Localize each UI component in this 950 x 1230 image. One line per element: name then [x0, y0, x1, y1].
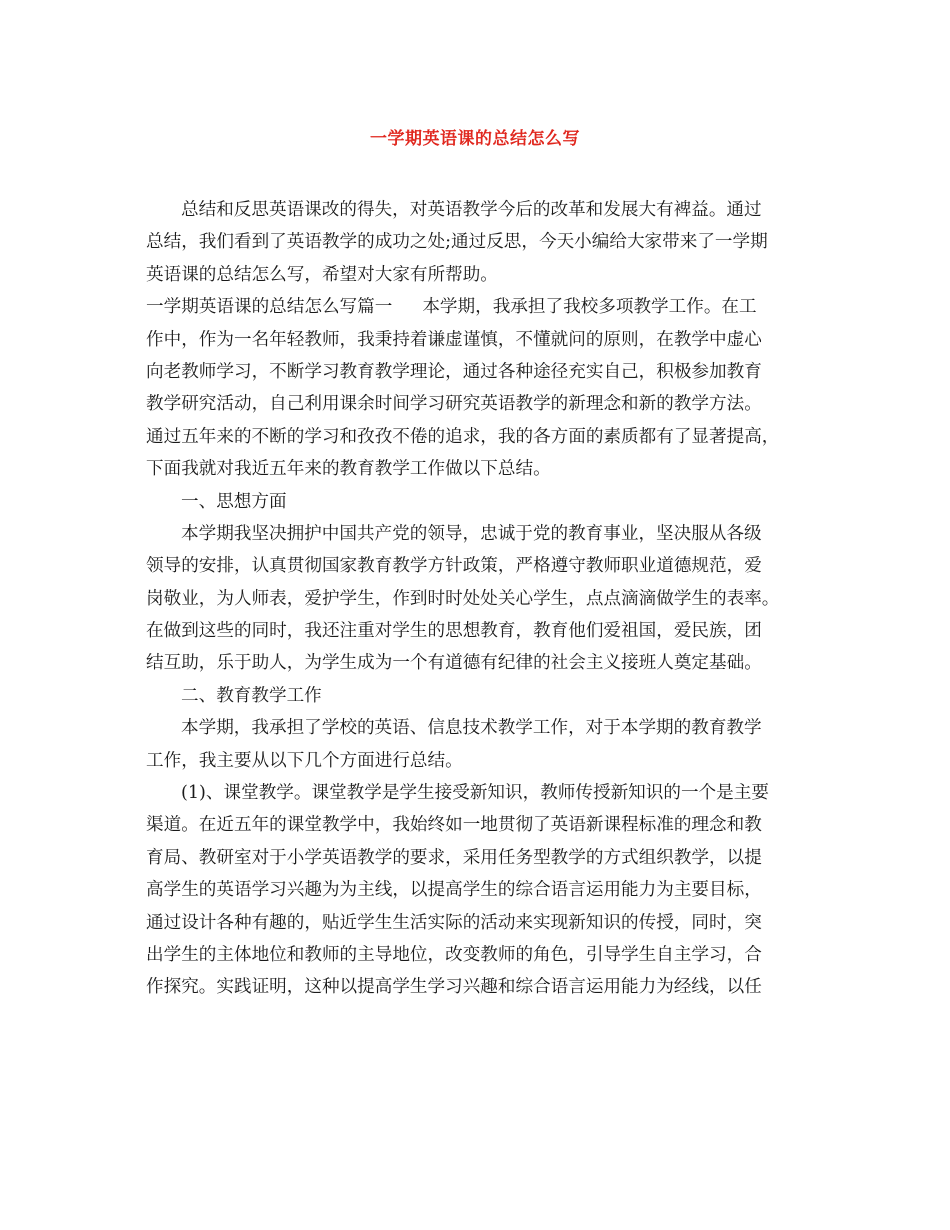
paragraph-line: (1)、课堂教学。课堂教学是学生接受新知识，教师传授新知识的一个是主要	[181, 783, 769, 804]
section-heading: 一学期英语课的总结怎么写篇一	[146, 297, 393, 318]
paragraph-line: 通过设计各种有趣的，贴近学生生活实际的活动来实现新知识的传授，同时，突	[146, 912, 762, 933]
subheading: 一、思想方面	[181, 491, 287, 512]
paragraph-line: 育局、教研室对于小学英语教学的要求，采用任务型教学的方式组织教学，以提	[146, 847, 762, 868]
paragraph-line: 本学期我坚决拥护中国共产党的领导，忠诚于党的教育事业，坚决服从各级	[181, 523, 762, 544]
paragraph-line: 岗敬业，为人师表，爱护学生，作到时时处处关心学生，点点滴滴做学生的表率。	[146, 588, 780, 609]
paragraph-line: 总结，我们看到了英语教学的成功之处;通过反思，今天小编给大家带来了一学期	[146, 232, 768, 253]
paragraph-line: 作探究。实践证明，这种以提高学生学习兴趣和综合语言运用能力为经线，以任	[146, 977, 762, 998]
document-body	[146, 194, 806, 1004]
document-title: 一学期英语课的总结怎么写	[370, 129, 580, 149]
paragraph-line: 向老教师学习，不断学习教育教学理论，通过各种途径充实自己，积极参加教育	[146, 361, 762, 382]
paragraph-line: 出学生的主体地位和教师的主导地位，改变教师的角色，引导学生自主学习，合	[146, 944, 762, 965]
paragraph-line: 通过五年来的不断的学习和孜孜不倦的追求，我的各方面的素质都有了显著提高，	[146, 426, 780, 447]
paragraph-line: 作中，作为一名年轻教师，我秉持着谦虚谨慎，不懂就问的原则，在教学中虚心	[146, 329, 762, 350]
paragraph-line: 高学生的英语学习兴趣为为主线，以提高学生的综合语言运用能力为主要目标，	[146, 880, 762, 901]
paragraph-line: 领导的安排，认真贯彻国家教育教学方针政策，严格遵守教师职业道德规范，爱	[146, 556, 762, 577]
paragraph-line: 结互助，乐于助人，为学生成为一个有道德有纪律的社会主义接班人奠定基础。	[146, 653, 762, 674]
paragraph-line: 教学研究活动，自己利用课余时间学习研究英语教学的新理念和新的教学方法。	[146, 394, 762, 415]
paragraph-line: 英语课的总结怎么写，希望对大家有所帮助。	[146, 264, 498, 285]
paragraph-line: 本学期，我承担了我校多项教学工作。在工	[422, 297, 757, 318]
subheading: 二、教育教学工作	[181, 685, 322, 706]
section-heading-line	[146, 291, 806, 323]
paragraph-line: 渠道。在近五年的课堂教学中，我始终如一地贯彻了英语新课程标准的理念和教	[146, 815, 762, 836]
paragraph-line: 下面我就对我近五年来的教育教学工作做以下总结。	[146, 459, 551, 480]
paragraph-line: 在做到这些的同时，我还注重对学生的思想教育，教育他们爱祖国，爱民族，团	[146, 621, 762, 642]
paragraph-line: 工作，我主要从以下几个方面进行总结。	[146, 750, 463, 771]
paragraph-line: 总结和反思英语课改的得失，对英语教学今后的改革和发展大有裨益。通过	[181, 200, 762, 220]
paragraph-line: 本学期，我承担了学校的英语、信息技术教学工作，对于本学期的教育教学	[181, 718, 762, 739]
